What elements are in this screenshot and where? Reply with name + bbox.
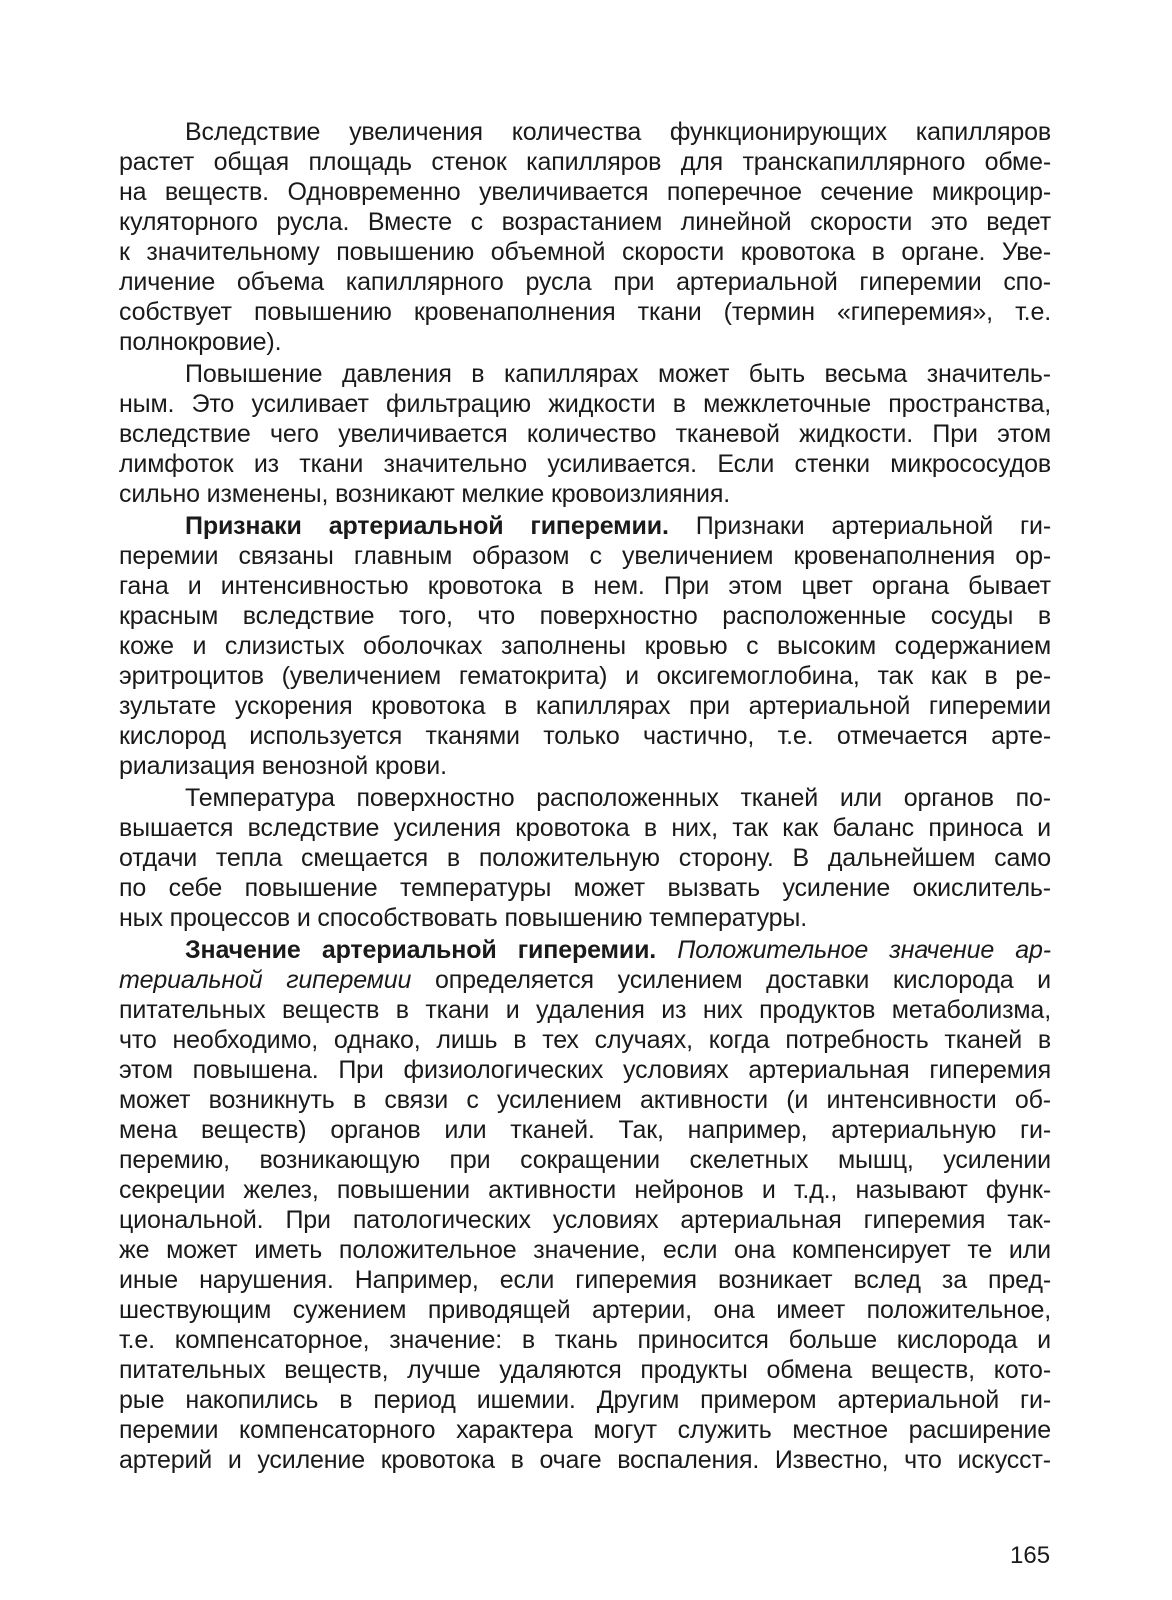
- text-line: кислород используется тканями только частично, т.е. отмечается арте-: [119, 722, 1051, 750]
- text-line: растет общая площадь стенок капилляров для транскапиллярного обме-: [119, 148, 1051, 176]
- text-line: Вследствие увеличения количества функционирующих капилляров: [185, 118, 1051, 146]
- text-line: риализация венозной крови.: [119, 752, 447, 780]
- text-line: коже и слизистых оболочках заполнены кровью с высоким содержанием: [119, 632, 1051, 660]
- page-body: [119, 117, 1051, 1477]
- text-line: [119, 965, 1051, 995]
- text-line: эритроцитов (увеличением гематокрита) и оксигемоглобина, так как в ре-: [119, 662, 1051, 690]
- text-run: Признаки артериальной ги-: [668, 512, 1051, 540]
- text-line: [119, 511, 1051, 541]
- text-line: ных процессов и способствовать повышению температуры.: [119, 904, 808, 932]
- text-line: к значительному повышению объемной скорости кровотока в органе. Уве-: [119, 238, 1051, 266]
- text-line: гана и интенсивностью кровотока в нем. При этом цвет органа бывает: [119, 572, 1051, 600]
- text-line: что необходимо, однако, лишь в тех случаях, когда потребность тканей в: [119, 1026, 1051, 1054]
- text-line: питательных веществ в ткани и удаления из них продуктов метаболизма,: [119, 996, 1051, 1024]
- section-heading-significance: Значение артериальной гиперемии.: [185, 936, 657, 964]
- text-line: же может иметь положительное значение, если она компенсирует те или: [119, 1236, 1051, 1264]
- text-line: циональной. При патологических условиях артериальная гиперемия так-: [119, 1206, 1051, 1234]
- text-line: перемию, возникающую при сокращении скелетных мышц, усилении: [119, 1146, 1051, 1174]
- paragraph-4: [119, 783, 1051, 933]
- text-line: отдачи тепла смещается в положительную сторону. В дальнейшем само: [119, 844, 1051, 872]
- text-line: куляторного русла. Вместе с возрастанием линейной скорости это ведет: [119, 208, 1051, 236]
- text-line: собствует повышению кровенаполнения ткани (термин «гиперемия», т.е.: [119, 298, 1051, 326]
- text-run: териальной гиперемии: [119, 966, 412, 994]
- page-number: 165: [1010, 1542, 1051, 1569]
- text-line: т.е. компенсаторное, значение: в ткань приносится больше кислорода и: [119, 1326, 1051, 1354]
- text-run: Положительное значение ар-: [656, 936, 1051, 964]
- paragraph-3: [119, 511, 1051, 781]
- text-line: этом повышена. При физиологических условиях артериальная гиперемия: [119, 1056, 1051, 1084]
- text-line: артерий и усиление кровотока в очаге воспаления. Известно, что искусст-: [119, 1446, 1051, 1474]
- text-line: Температура поверхностно расположенных тканей или органов по-: [185, 784, 1051, 812]
- text-line: питательных веществ, лучше удаляются продукты обмена веществ, кото-: [119, 1356, 1051, 1384]
- text-line: красным вследствие того, что поверхностно расположенные сосуды в: [119, 602, 1051, 630]
- text-run: определяется усилением доставки кислорода и: [411, 966, 1051, 994]
- text-line: иные нарушения. Например, если гиперемия возникает вслед за пред-: [119, 1266, 1051, 1294]
- text-line: вышается вследствие усиления кровотока в них, так как баланс приноса и: [119, 814, 1051, 842]
- text-line: [119, 935, 1051, 965]
- text-line: перемии компенсаторного характера могут служить местное расширение: [119, 1416, 1051, 1444]
- text-line: мена веществ) органов или тканей. Так, например, артериальную ги-: [119, 1116, 1051, 1144]
- text-line: может возникнуть в связи с усилением активности (и интенсивности об-: [119, 1086, 1051, 1114]
- text-line: вследствие чего увеличивается количество тканевой жидкости. При этом: [119, 420, 1051, 448]
- text-line: лимфоток из ткани значительно усиливается. Если стенки микрососудов: [119, 450, 1051, 478]
- text-line: полнокровие).: [119, 328, 282, 356]
- paragraph-5: [119, 935, 1051, 1475]
- paragraph-2: [119, 359, 1051, 509]
- text-line: зультате ускорения кровотока в капиллярах при артериальной гиперемии: [119, 692, 1051, 720]
- text-line: перемии связаны главным образом с увеличением кровенаполнения ор-: [119, 542, 1051, 570]
- text-line: секреции желез, повышении активности нейронов и т.д., называют функ-: [119, 1176, 1051, 1204]
- text-line: ным. Это усиливает фильтрацию жидкости в межклеточные пространства,: [119, 390, 1051, 418]
- text-line: сильно изменены, возникают мелкие кровоизлияния.: [119, 480, 731, 508]
- text-line: личение объема капиллярного русла при артериальной гиперемии спо-: [119, 268, 1051, 296]
- paragraph-1: [119, 117, 1051, 357]
- section-heading-signs: Признаки артериальной гиперемии.: [185, 512, 669, 540]
- text-line: шествующим сужением приводящей артерии, она имеет положительное,: [119, 1296, 1051, 1324]
- text-line: на веществ. Одновременно увеличивается поперечное сечение микроцир-: [119, 178, 1051, 206]
- text-line: рые накопились в период ишемии. Другим примером артериальной ги-: [119, 1386, 1051, 1414]
- text-line: по себе повышение температуры может вызвать усиление окислитель-: [119, 874, 1051, 902]
- text-line: Повышение давления в капиллярах может быть весьма значитель-: [185, 360, 1051, 388]
